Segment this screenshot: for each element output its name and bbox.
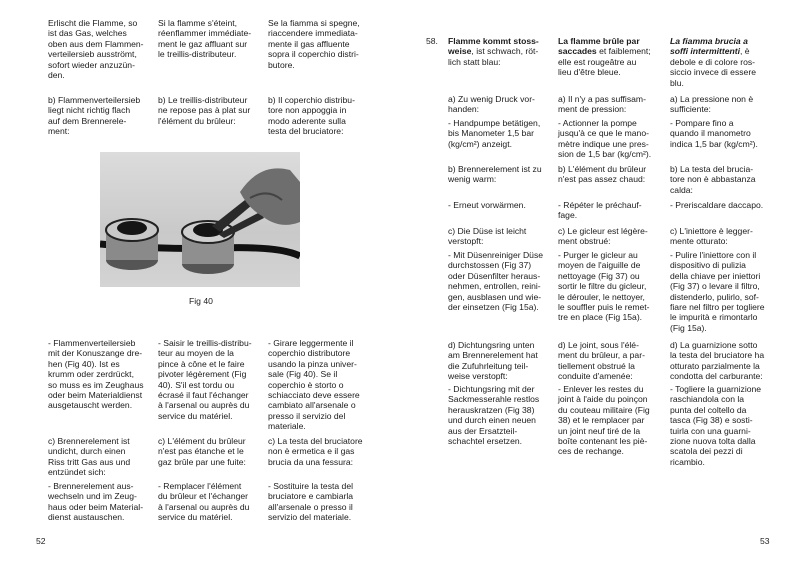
header-fr-bold: La flamme brûle par saccades [558,36,640,57]
text-block-de-3: - Flammenverteilersieb mit der Konuszange dre- hen (Fig 40). Ist es krumm oder zerdrückt, so muss es im Zeughaus oder beim Materialdienst ausgetauscht werden. [48,338,144,411]
text-block-de-4: c) Brennerelement ist undicht, durch einen Riss tritt Gas aus und entzündet sich: [48,436,131,478]
text-block-it-5: - Sostituire la testa del bruciatore e cambiarla all'arsenale o presso il servizio del materiale. [268,481,354,523]
right-page [400,0,800,568]
header-it-bold: La fiamma brucia a soffi intermittenti [670,36,748,57]
text-block-de-2: b) Flammenverteilersieb liegt nicht richtig flach auf dem Brennerele- ment: [48,95,141,137]
text-block-fr-5: c) Le gicleur est légère- ment obstrué: [558,226,648,247]
text-block-fr-2: - Actionner la pompe jusqu'à ce que le mano- mètre indique une pres- sion de 1,5 bar (kg/cm²). [558,118,652,160]
text-block-it-3: b) La testa del brucia- tore non è abbastanza calda: [670,164,756,195]
text-block-it-5: c) L'iniettore è legger- mente otturato: [670,226,753,247]
text-block-de-6: - Mit Düsenreiniger Düse durchstossen (Fig 37) oder Düsenfilter heraus- nehmen, entrollen, reini- gen, ausblasen und wie- der einsetzen (Fig 15a). [448,250,544,313]
text-block-it-3: - Girare leggermente il coperchio distributore usando la pinza univer- sale (Fig 40). Se il coperchio è storto o schiacciato deve essere cambiato all'arsenale o presso il servizio del materiale. [268,338,360,432]
text-block-it-1: Se la fiamma si spegne, riaccendere immediata- mente il gas affluente sopra il coperchio distri- butore. [268,18,360,70]
text-block-it-2: - Pompare fino a quando il manometro indica 1,5 bar (kg/cm²). [670,118,758,149]
text-block-de-2: - Handpumpe betätigen, bis Manometer 1,5 bar (kg/cm²) anzeigt. [448,118,541,149]
text-block-de-1: a) Zu wenig Druck vor- handen: [448,94,535,115]
text-block-it-4: - Preriscaldare daccapo. [670,200,764,210]
page-number-right: 53 [760,536,770,546]
text-block-fr-4: c) L'élément du brûleur n'est pas étanche et le gaz brûle par une fuite: [158,436,246,467]
page-number-left: 52 [36,536,46,546]
text-block-de-5: c) Die Düse ist leicht verstopft: [448,226,527,247]
text-block-fr-5: - Remplacer l'élément du brûleur et l'échanger à l'arsenal ou auprès du service du matériel. [158,481,250,523]
header-de-rest: , ist schwach, röt- lich statt blau: [448,46,539,67]
text-block-it-1: a) La pressione non è sufficiente: [670,94,754,115]
text-block-fr-1: a) Il n'y a pas suffisam- ment de pression: [558,94,646,115]
text-block-fr-7: d) Le joint, sous l'élé- ment du brûleur, a par- tiellement obstrué la conduite d'amenée: [558,340,645,382]
header-it [670,36,774,88]
header-de [448,36,548,67]
text-block-it-4: c) La testa del bruciatore non è ermetica e il gas brucia da una fessura: [268,436,363,467]
text-block-fr-2: b) Le treillis-distributeur ne repose pas à plat sur l'élément du brûleur: [158,95,251,126]
text-block-fr-6: - Purger le gicleur au moyen de l'aiguille de nettoyage (Fig 37) ou sortir le filtre du gicleur, le dérouler, le nettoyer, le souffler puis le remet- tre en place (Fig 15a). [558,250,650,323]
text-block-de-4: - Erneut vorwärmen. [448,200,526,210]
figure-caption: Fig 40 [189,296,213,306]
header-de-bold: Flamme kommt stoss- weise [448,36,539,57]
text-block-de-3: b) Brennerelement ist zu wenig warm: [448,164,542,185]
header-fr-rest: et faiblement; elle est rougeâtre au lieu d'être bleue. [558,46,651,78]
text-block-it-8: - Togliere la guarnizione raschiandola con la punta del coltello da tasca (Fig 38) e sosti- tuirla con una guarni- zione nuova tolta dalla scatola dei pezzi di ricambio. [670,384,762,467]
text-block-de-5: - Brennerelement aus- wechseln und im Zeug- haus oder beim Material- dienst austauschen. [48,481,144,523]
text-block-it-2: b) Il coperchio distribu- tore non appoggia in modo aderente sulla testa del bruciatore: [268,95,355,137]
item-number: 58. [426,36,438,46]
text-block-fr-1: Si la flamme s'éteint, réenflammer immédiate- ment le gaz affluant sur le treillis-distributeur. [158,18,252,60]
text-block-fr-3: b) L'élément du brûleur n'est pas assez chaud: [558,164,647,185]
text-block-fr-8: - Enlever les restes du joint à l'aide du poinçon du couteau militaire (Fig 38) et le remplacer par un joint neuf tiré de la boîte contenant les piè- ces de rechange. [558,384,650,457]
text-block-it-6: - Pulire l'iniettore con il dispositivo di pulizia della chiave per iniettori (Fig 37) o levare il filtro, distenderlo, pulirlo, sof- fiare nel filtro per togliere le impurità e rimontarlo (Fig 15a). [670,250,765,333]
text-block-fr-4: - Répéter le préchauf- fage. [558,200,642,221]
text-block-fr-3: - Saisir le treillis-distribu- teur au moyen de la pince à cône et le faire pivoter légèrement (Fig 40). S'il est tordu ou écrasé il faut l'échanger à l'arsenal ou auprès du service du matériel. [158,338,252,421]
text-block-it-7: d) La guarnizione sotto la testa del bruciatore ha otturato parzialmente la condotta del carburante: [670,340,765,382]
figure-40-photo [100,152,300,287]
text-block-de-1: Erlischt die Flamme, so ist das Gas, welches oben aus dem Flammen- verteilersieb ausströmt, sofort wieder anzuzün- den. [48,18,144,81]
header-it-rest: , è debole e di colore ros- siccio invece di essere blu. [670,46,756,88]
header-fr [558,36,658,78]
text-block-de-7: d) Dichtungsring unten am Brennerelement hat die Zufuhrleitung teil- weise verstopft: [448,340,538,382]
text-block-de-8: - Dichtungsring mit der Sackmesserahle restlos herauskratzen (Fig 38) und durch einen neuen aus der Ersatzteil- schachtel ersetzen. [448,384,540,447]
